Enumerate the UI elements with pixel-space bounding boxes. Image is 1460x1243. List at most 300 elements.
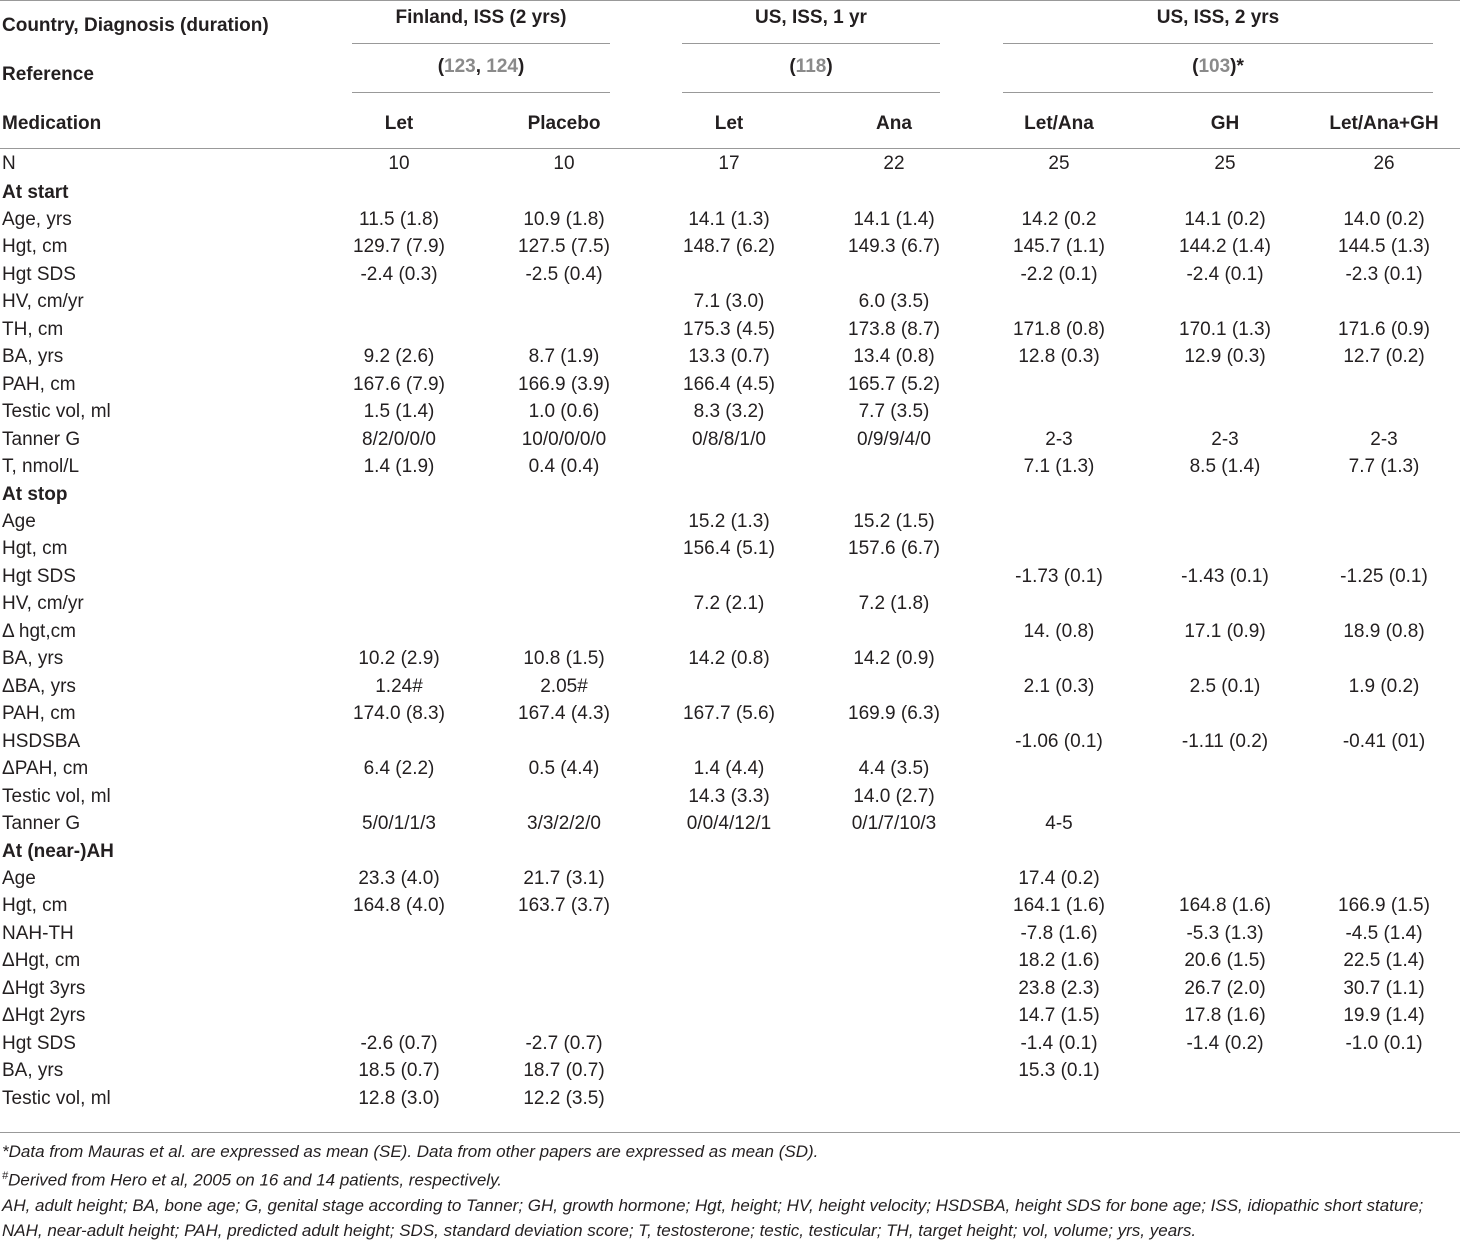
table-cell	[812, 1085, 976, 1113]
table-cell: 8.3 (3.2)	[693, 401, 765, 423]
table-cell	[976, 783, 1142, 811]
table-cell	[1308, 865, 1460, 893]
table-cell	[976, 371, 1142, 399]
table-cell	[976, 701, 1142, 729]
table-cell: 15.3 (0.1)	[1018, 1060, 1100, 1082]
table-cell	[316, 948, 482, 976]
table-cell	[812, 618, 976, 646]
table-cell: 171.8 (0.8)	[1013, 318, 1105, 340]
table-cell: 18.5 (0.7)	[358, 1060, 440, 1082]
row-label: Hgt, cm	[2, 538, 68, 560]
table-cell: 15.2 (1.5)	[853, 510, 935, 532]
table-cell	[316, 316, 482, 344]
table-cell: 26.7 (2.0)	[1184, 977, 1266, 999]
table-cell: 173.8 (8.7)	[848, 318, 940, 340]
table-cell: 8.5 (1.4)	[1189, 456, 1261, 478]
table-cell: 7.1 (1.3)	[1023, 456, 1095, 478]
table-cell: 20.6 (1.5)	[1184, 950, 1266, 972]
table-cell: -1.4 (0.1)	[1020, 1032, 1098, 1054]
table-cell: 7.7 (1.3)	[1348, 456, 1420, 478]
table-cell	[316, 536, 482, 564]
table-row	[0, 728, 1460, 756]
row-label: BA, yrs	[2, 648, 64, 670]
table-row	[0, 289, 1460, 317]
table-cell: 10.2 (2.9)	[358, 648, 440, 670]
row-label: BA, yrs	[2, 346, 64, 368]
table-cell	[812, 563, 976, 591]
table-cell: 4-5	[1045, 813, 1073, 835]
table-cell: 13.3 (0.7)	[688, 346, 770, 368]
table-cell: 9.2 (2.6)	[363, 346, 435, 368]
table-cell	[1308, 646, 1460, 674]
table-cell: -1.06 (0.1)	[1015, 730, 1103, 752]
table-cell	[1308, 701, 1460, 729]
table-cell	[1142, 646, 1308, 674]
table-body	[0, 1, 1460, 1113]
table-row	[0, 536, 1460, 564]
table-cell	[812, 454, 976, 482]
table-cell: -5.3 (1.3)	[1186, 922, 1264, 944]
section-row	[0, 481, 1460, 508]
table-row	[0, 454, 1460, 482]
table-row	[0, 1003, 1460, 1031]
table-cell: 14.0 (2.7)	[853, 785, 935, 807]
table-row	[0, 920, 1460, 948]
header-label-reference: Reference	[2, 63, 94, 85]
table-cell: 22	[883, 153, 905, 174]
section-label: At start	[2, 181, 69, 203]
row-label: ΔBA, yrs	[2, 675, 76, 697]
table-cell	[1142, 591, 1308, 619]
table-cell: -2.2 (0.1)	[1020, 263, 1098, 285]
table-row	[0, 673, 1460, 701]
table-row	[0, 371, 1460, 399]
table-cell: 14.1 (1.4)	[853, 208, 935, 230]
table-cell	[482, 563, 646, 591]
table-cell: 7.1 (3.0)	[693, 291, 765, 313]
table-cell	[976, 591, 1142, 619]
table-cell: 8.7 (1.9)	[528, 346, 600, 368]
table-cell	[812, 728, 976, 756]
table-cell	[316, 618, 482, 646]
table-cell	[646, 975, 812, 1003]
table-row	[0, 975, 1460, 1003]
table-cell	[482, 948, 646, 976]
table-cell: 2-3	[1211, 428, 1239, 450]
table-cell	[976, 1085, 1142, 1113]
table-cell	[1308, 1058, 1460, 1086]
row-label: Testic vol, ml	[2, 1087, 111, 1109]
table-cell	[812, 865, 976, 893]
reference-finland: (123, 124)	[316, 50, 646, 99]
header-label-country: Country, Diagnosis (duration)	[2, 14, 269, 36]
section-label: At stop	[2, 483, 68, 505]
row-label: Tanner G	[2, 813, 81, 835]
table-row	[0, 618, 1460, 646]
table-row	[0, 149, 1460, 180]
table-cell: 4.4 (3.5)	[858, 758, 930, 780]
table-cell: 166.9 (3.9)	[518, 373, 610, 395]
table-cell: -2.6 (0.7)	[360, 1032, 438, 1054]
table-cell: 23.8 (2.3)	[1018, 977, 1100, 999]
table-cell	[316, 508, 482, 536]
header-row-country	[0, 1, 1460, 51]
table-cell: 165.7 (5.2)	[848, 373, 940, 395]
reference-link[interactable]: 118	[795, 56, 827, 77]
row-label: ΔHgt 3yrs	[2, 977, 86, 999]
table-cell	[1308, 756, 1460, 784]
table-cell: 14.2 (0.9)	[853, 648, 935, 670]
table-cell	[976, 508, 1142, 536]
table-row	[0, 399, 1460, 427]
table-row	[0, 1085, 1460, 1113]
table-cell: 14.2 (0.2	[1021, 208, 1097, 230]
table-cell	[646, 563, 812, 591]
row-label: ΔPAH, cm	[2, 758, 89, 780]
table-row	[0, 563, 1460, 591]
table-cell	[482, 508, 646, 536]
table-cell: 1.0 (0.6)	[528, 401, 600, 423]
table-cell: 10	[553, 153, 575, 174]
table-cell: 26	[1373, 153, 1395, 174]
table-cell: 10.8 (1.5)	[523, 648, 605, 670]
table-cell: 8/2/0/0/0	[362, 428, 436, 450]
table-cell: 21.7 (3.1)	[523, 867, 605, 889]
table-cell: 5/0/1/1/3	[362, 813, 436, 835]
table-cell: 17.1 (0.9)	[1184, 620, 1266, 642]
row-label: Testic vol, ml	[2, 785, 111, 807]
footnote-abbreviations: AH, adult height; BA, bone age; G, genital stage according to Tanner; GH, growth hormone; Hgt, height; HV, height velocity; HSDSBA, height SDS for bone age; ISS, idiopathic short stature; NAH, near-adult height; PAH, predicted adult height; SDS, standard deviation score; T, testosterone; testic, testicular; TH, target height; vol, volume; yrs, years.	[2, 1195, 1424, 1240]
row-label: Age	[2, 510, 36, 532]
reference-link[interactable]: 123	[444, 56, 476, 77]
row-label: Hgt SDS	[2, 263, 76, 285]
table-cell	[316, 728, 482, 756]
table-cell: 156.4 (5.1)	[683, 538, 775, 560]
table-cell: 18.2 (1.6)	[1018, 950, 1100, 972]
table-cell: 166.4 (4.5)	[683, 373, 775, 395]
table-row	[0, 893, 1460, 921]
table-cell: 2.1 (0.3)	[1023, 675, 1095, 697]
table-cell: 167.4 (4.3)	[518, 703, 610, 725]
group-header-us-1yr	[646, 1, 976, 51]
table-row	[0, 344, 1460, 372]
med-header: Let	[714, 112, 744, 134]
table-cell: 166.9 (1.5)	[1338, 895, 1430, 917]
table-cell: 174.0 (8.3)	[353, 703, 445, 725]
row-label: TH, cm	[2, 318, 64, 340]
table-cell	[646, 865, 812, 893]
table-cell: -2.3 (0.1)	[1345, 263, 1423, 285]
table-cell: 169.9 (6.3)	[848, 703, 940, 725]
table-cell	[812, 1030, 976, 1058]
table-cell	[1142, 811, 1308, 839]
table-cell	[1308, 811, 1460, 839]
table-cell: 15.2 (1.3)	[688, 510, 770, 532]
table-cell: 30.7 (1.1)	[1343, 977, 1425, 999]
table-cell	[976, 399, 1142, 427]
group-name: US, ISS, 1 yr	[682, 7, 940, 44]
table-cell	[1142, 371, 1308, 399]
table-cell: -7.8 (1.6)	[1020, 922, 1098, 944]
table-cell: -1.25 (0.1)	[1340, 565, 1428, 587]
row-label: PAH, cm	[2, 703, 76, 725]
table-cell	[482, 1003, 646, 1031]
table-row	[0, 783, 1460, 811]
table-row	[0, 646, 1460, 674]
table-cell: 12.8 (3.0)	[358, 1087, 440, 1109]
table-cell	[482, 591, 646, 619]
table-cell: 18.9 (0.8)	[1343, 620, 1425, 642]
table-cell	[316, 975, 482, 1003]
group-header-finland	[316, 1, 646, 51]
table-cell: 144.2 (1.4)	[1179, 236, 1271, 258]
table-cell: 12.8 (0.3)	[1018, 346, 1100, 368]
med-header: Ana	[876, 112, 912, 134]
table-cell	[1142, 783, 1308, 811]
table-cell: 149.3 (6.7)	[848, 236, 940, 258]
table-row	[0, 756, 1460, 784]
table-cell	[482, 289, 646, 317]
table-cell	[1142, 756, 1308, 784]
row-label: ΔHgt 2yrs	[2, 1005, 86, 1027]
table-cell	[646, 1058, 812, 1086]
table-row	[0, 426, 1460, 454]
table-cell	[812, 893, 976, 921]
table-cell	[812, 948, 976, 976]
med-header: Let/Ana+GH	[1329, 112, 1439, 134]
med-header: Let/Ana	[1024, 112, 1094, 134]
table-cell: -0.41 (01)	[1342, 730, 1426, 752]
table-cell: 25	[1214, 153, 1236, 174]
table-cell	[1308, 508, 1460, 536]
table-cell: 0/1/7/10/3	[851, 813, 937, 835]
table-cell	[1142, 536, 1308, 564]
table-cell: 7.2 (1.8)	[858, 593, 930, 615]
table-cell: 167.6 (7.9)	[353, 373, 445, 395]
row-label: Age, yrs	[2, 208, 72, 230]
table-cell	[316, 563, 482, 591]
row-label: BA, yrs	[2, 1060, 64, 1082]
table-cell	[646, 948, 812, 976]
table-cell: 22.5 (1.4)	[1343, 950, 1425, 972]
table-cell: 2-3	[1370, 428, 1398, 450]
table-row	[0, 234, 1460, 262]
row-label: Hgt, cm	[2, 236, 68, 258]
table-cell	[1308, 399, 1460, 427]
table-row	[0, 1030, 1460, 1058]
table-cell: -2.4 (0.3)	[360, 263, 438, 285]
table-cell	[316, 920, 482, 948]
table-cell: 14.7 (1.5)	[1018, 1005, 1100, 1027]
table-cell: 2-3	[1045, 428, 1073, 450]
row-label: NAH-TH	[2, 922, 74, 944]
table-cell	[1308, 783, 1460, 811]
table-footnotes	[0, 1132, 1460, 1243]
table-cell: 164.8 (1.6)	[1179, 895, 1271, 917]
table-cell	[646, 1085, 812, 1113]
table-cell	[482, 728, 646, 756]
footnote-hero: #Derived from Hero et al, 2005 on 16 and 14 patients, respectively.	[2, 1170, 503, 1190]
table-cell	[976, 756, 1142, 784]
group-name: Finland, ISS (2 yrs)	[352, 7, 610, 44]
med-header: Placebo	[527, 112, 601, 134]
row-label: Age	[2, 867, 36, 889]
table-cell	[482, 618, 646, 646]
med-header: Let	[384, 112, 414, 134]
table-cell: 25	[1048, 153, 1070, 174]
group-name: US, ISS, 2 yrs	[1003, 7, 1433, 44]
reference-us-1yr: (118)	[646, 50, 976, 99]
row-label: ΔHgt, cm	[2, 950, 81, 972]
table-cell	[1142, 701, 1308, 729]
reference-link[interactable]: 103	[1198, 56, 1231, 77]
table-cell	[812, 920, 976, 948]
table-cell	[646, 261, 812, 289]
table-cell	[482, 316, 646, 344]
table-cell	[482, 975, 646, 1003]
table-cell: 2.5 (0.1)	[1189, 675, 1261, 697]
table-row	[0, 508, 1460, 536]
table-cell: 167.7 (5.6)	[683, 703, 775, 725]
table-cell	[1308, 591, 1460, 619]
section-label: At (near-)AH	[2, 840, 114, 862]
table-cell	[482, 536, 646, 564]
table-cell: 0.5 (4.4)	[528, 758, 600, 780]
table-cell: 14.2 (0.8)	[688, 648, 770, 670]
table-cell: 14.3 (3.3)	[688, 785, 770, 807]
table-cell: 145.7 (1.1)	[1013, 236, 1105, 258]
table-cell: 144.5 (1.3)	[1338, 236, 1430, 258]
section-row	[0, 179, 1460, 206]
table-cell: 0/8/8/1/0	[692, 428, 766, 450]
table-row	[0, 865, 1460, 893]
table-cell	[646, 673, 812, 701]
row-label: HSDSBA	[2, 730, 81, 752]
table-cell: 19.9 (1.4)	[1343, 1005, 1425, 1027]
table-cell	[482, 920, 646, 948]
table-cell	[1142, 508, 1308, 536]
table-cell: 17.4 (0.2)	[1018, 867, 1100, 889]
table-cell: 23.3 (4.0)	[358, 867, 440, 889]
table-cell	[1308, 1085, 1460, 1113]
table-cell: -1.73 (0.1)	[1015, 565, 1103, 587]
table-cell: 3/3/2/2/0	[527, 813, 601, 835]
table-row	[0, 811, 1460, 839]
row-label: Δ hgt,cm	[2, 620, 76, 642]
table-cell: -2.5 (0.4)	[525, 263, 603, 285]
table-cell: 164.8 (4.0)	[353, 895, 445, 917]
row-label: PAH, cm	[2, 373, 76, 395]
row-label: Hgt, cm	[2, 895, 68, 917]
table-cell: 7.7 (3.5)	[858, 401, 930, 423]
footnote-mean-se: *Data from Mauras et al. are expressed as mean (SE). Data from other papers are expressed as mean (SD).	[2, 1142, 819, 1161]
table-cell: 1.9 (0.2)	[1348, 675, 1420, 697]
table-cell: -2.4 (0.1)	[1186, 263, 1264, 285]
table-cell	[316, 289, 482, 317]
table-cell: 171.6 (0.9)	[1338, 318, 1430, 340]
row-label: Hgt SDS	[2, 1032, 76, 1054]
table-cell: -1.4 (0.2)	[1186, 1032, 1264, 1054]
table-cell: 1.4 (4.4)	[693, 758, 765, 780]
table-cell: 14.0 (0.2)	[1343, 208, 1425, 230]
table-cell	[646, 728, 812, 756]
table-cell: 0/9/9/4/0	[857, 428, 931, 450]
table-cell: 14. (0.8)	[1023, 620, 1095, 642]
row-label: Hgt SDS	[2, 565, 76, 587]
table-cell	[646, 920, 812, 948]
table-cell	[812, 1058, 976, 1086]
table-row	[0, 591, 1460, 619]
table-cell	[976, 289, 1142, 317]
table-cell	[812, 261, 976, 289]
row-label: Testic vol, ml	[2, 401, 111, 423]
table-cell: -1.0 (0.1)	[1345, 1032, 1423, 1054]
table-cell: 148.7 (6.2)	[683, 236, 775, 258]
table-cell: 13.4 (0.8)	[853, 346, 935, 368]
table-cell	[646, 1030, 812, 1058]
table-cell	[812, 975, 976, 1003]
table-row	[0, 261, 1460, 289]
table-cell	[812, 1003, 976, 1031]
row-label: N	[2, 153, 16, 174]
table-row	[0, 948, 1460, 976]
table-cell: -2.7 (0.7)	[525, 1032, 603, 1054]
table-cell: 14.1 (1.3)	[688, 208, 770, 230]
table-cell: 6.4 (2.2)	[363, 758, 435, 780]
header-label-medication: Medication	[2, 112, 102, 134]
table-cell: 1.24#	[375, 675, 423, 697]
table-cell: 163.7 (3.7)	[518, 895, 610, 917]
med-header: GH	[1210, 112, 1240, 134]
table-cell	[646, 1003, 812, 1031]
table-cell: 14.1 (0.2)	[1184, 208, 1266, 230]
table-cell: -1.43 (0.1)	[1181, 565, 1269, 587]
table-cell: 170.1 (1.3)	[1179, 318, 1271, 340]
header-row-medication	[0, 99, 1460, 149]
table-cell: 6.0 (3.5)	[858, 291, 930, 313]
table-cell: 7.2 (2.1)	[693, 593, 765, 615]
table-cell: 1.5 (1.4)	[363, 401, 435, 423]
table-cell	[1142, 399, 1308, 427]
row-label: HV, cm/yr	[2, 593, 84, 615]
table-cell	[1142, 1058, 1308, 1086]
table-cell: 18.7 (0.7)	[523, 1060, 605, 1082]
table-cell	[976, 536, 1142, 564]
table-cell: 175.3 (4.5)	[683, 318, 775, 340]
table-cell: 12.2 (3.5)	[523, 1087, 605, 1109]
table-cell: 127.5 (7.5)	[518, 236, 610, 258]
table-cell	[646, 618, 812, 646]
reference-link[interactable]: 124	[486, 56, 518, 77]
reference-us-2yrs: (103)*	[976, 50, 1460, 99]
table-cell	[316, 591, 482, 619]
table-cell: 11.5 (1.8)	[359, 208, 439, 230]
table-cell: 157.6 (6.7)	[848, 538, 940, 560]
table-cell	[1142, 1085, 1308, 1113]
table-cell: 0.4 (0.4)	[528, 456, 600, 478]
group-header-us-2yrs	[976, 1, 1460, 51]
table-cell: 12.7 (0.2)	[1343, 346, 1425, 368]
table-cell	[316, 783, 482, 811]
table-row	[0, 1058, 1460, 1086]
table-cell	[812, 673, 976, 701]
table-row	[0, 701, 1460, 729]
table-cell	[646, 454, 812, 482]
header-row-reference	[0, 50, 1460, 99]
row-label: Tanner G	[2, 428, 81, 450]
table-cell: 0/0/4/12/1	[686, 813, 772, 835]
table-cell	[646, 893, 812, 921]
